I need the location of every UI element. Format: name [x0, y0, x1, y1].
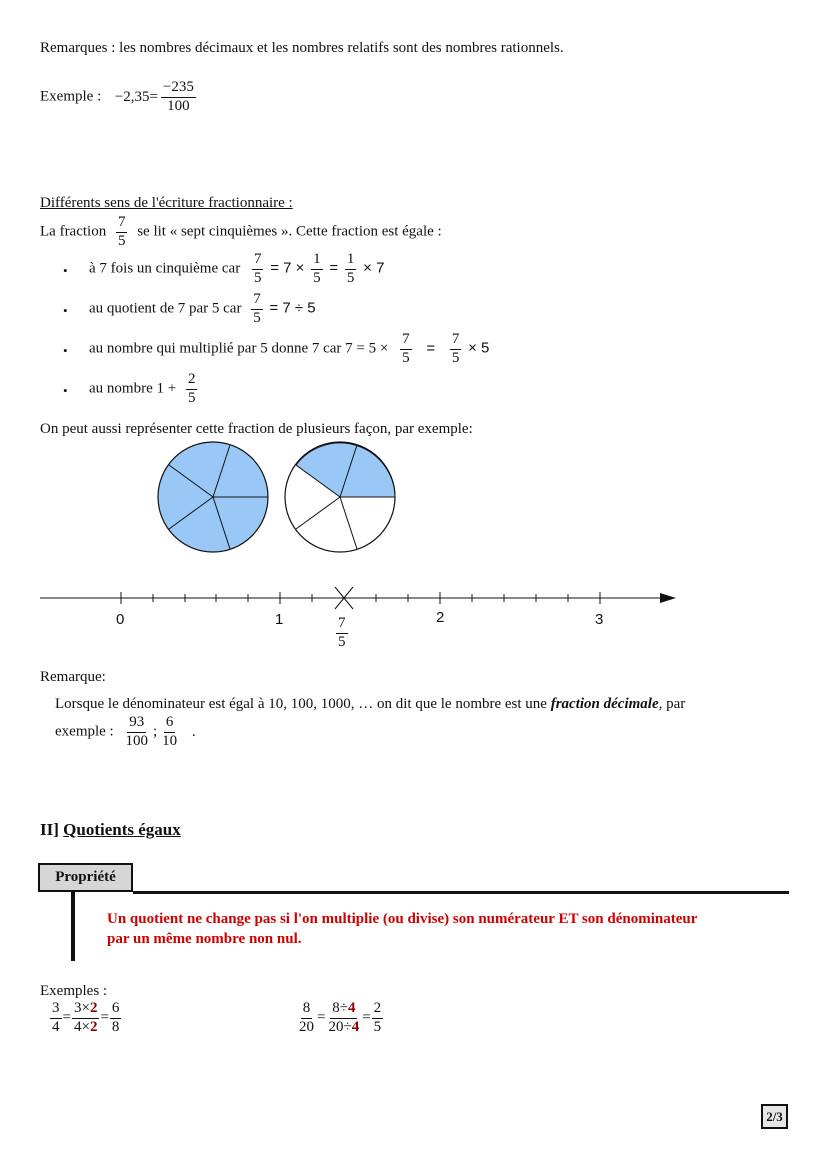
fraction: $\frac{8\div 4}{20\div 4}$: [328, 1000, 360, 1035]
fraction: $\frac{93}{100}$: [125, 714, 148, 749]
fraction: $\frac{1}{5}$: [313, 251, 321, 286]
remark-title: Remarque:: [40, 669, 106, 685]
bullet-4: au nombre 1 + $\frac{2}{5}$: [89, 371, 196, 406]
bullet-icon: •: [63, 263, 68, 278]
property-rule: [133, 891, 789, 894]
tick-label-3: 3: [595, 611, 604, 628]
bullet-1: à 7 fois un cinquième car $\frac{7}{5}$ = 7 × $\frac{1}{5}$ = $\frac{1}{5}$ × 7: [89, 251, 385, 286]
section-heading-senses: Différents sens de l'écriture fractionnaire :: [40, 195, 293, 211]
page-number: 2/3: [761, 1104, 788, 1129]
tick-label-2: 2: [436, 609, 445, 626]
fraction: $\frac{7}{5}$: [253, 251, 262, 286]
examples-label: Exemples :: [40, 983, 108, 999]
section-title-quotients: II] Quotients égaux: [40, 820, 181, 839]
property-bar: [71, 891, 75, 961]
emphasis-term: fraction décimale: [550, 696, 659, 712]
number-line: [38, 585, 688, 615]
arrow-icon: [660, 593, 676, 603]
example-decimal: [40, 80, 199, 115]
remark-line2: exemple : $\frac{93}{100}$ ; $\frac{6}{10}$ .: [55, 714, 196, 749]
fraction: $\frac{3}{4}$: [52, 1000, 60, 1035]
property-line1: Un quotient ne change pas si l'on multiplie (ou divise) son numérateur ET son dénominateur: [107, 911, 698, 927]
intro-text: La fraction: [40, 223, 107, 240]
tick-label-0: 0: [116, 611, 125, 628]
fraction: $\frac{-235}{100}$: [162, 79, 194, 114]
tick-label-1: 1: [275, 611, 284, 628]
fraction: $\frac{1}{5}$: [346, 251, 355, 286]
example-divide: $\frac{8}{20}$ = $\frac{8\div 4}{20\div 4}$ = $\frac{2}{5}$: [299, 1000, 382, 1035]
example-multiply: $\frac{3}{4}$ = $\frac{3\times 2}{4\times 2}$ = $\frac{6}{8}$: [52, 1000, 120, 1035]
property-label: Propriété: [38, 863, 133, 892]
fraction: $\frac{7}{5}$: [451, 331, 460, 366]
fraction: $\frac{7}{5}$: [117, 214, 126, 249]
fraction: $\frac{2}{5}$: [187, 371, 196, 406]
property-line2: par un même nombre non nul.: [107, 931, 302, 947]
example-label: Exemple :: [40, 88, 102, 105]
fraction: $\frac{7}{5}$: [253, 291, 261, 326]
intro-text: se lit « sept cinquièmes ». Cette fraction est égale :: [137, 223, 442, 240]
represent-line: On peut aussi représenter cette fraction de plusieurs façon, par exemple:: [40, 421, 473, 437]
bullet-3: au nombre qui multiplié par 5 donne 7 car 7 = 5 × $\frac{7}{5}$ = $\frac{7}{5}$ × 5: [89, 331, 490, 366]
fraction: $\frac{6}{10}$: [162, 714, 178, 749]
marker-label: [333, 616, 351, 651]
fraction: $\frac{3\times 2}{4\times 2}$: [73, 1000, 98, 1035]
pie-full: [158, 442, 268, 552]
pie-partial: [285, 442, 395, 552]
remark-line1: Lorsque le dénominateur est égal à 10, 100, 1000, … on dit que le nombre est une fraction décimale, par: [55, 696, 686, 712]
bullet-icon: •: [63, 343, 68, 358]
bullet-icon: •: [63, 303, 68, 318]
bullet-2: au quotient de 7 par 5 car $\frac{7}{5}$ = 7 ÷ 5: [89, 291, 316, 326]
fraction: $\frac{6}{8}$: [111, 1000, 120, 1035]
fraction: $\frac{8}{20}$: [299, 1000, 314, 1035]
fraction: $\frac{7}{5}$: [338, 615, 346, 650]
fraction: $\frac{2}{5}$: [373, 1000, 382, 1035]
pie-charts: [150, 440, 410, 560]
example-lhs: −2,35=: [114, 88, 158, 105]
bullet-icon: •: [63, 383, 68, 398]
remark-decimals: Remarques : les nombres décimaux et les nombres relatifs sont des nombres rationnels.: [40, 40, 564, 56]
intro-line: [40, 215, 442, 250]
fraction: $\frac{7}{5}$: [402, 331, 410, 366]
